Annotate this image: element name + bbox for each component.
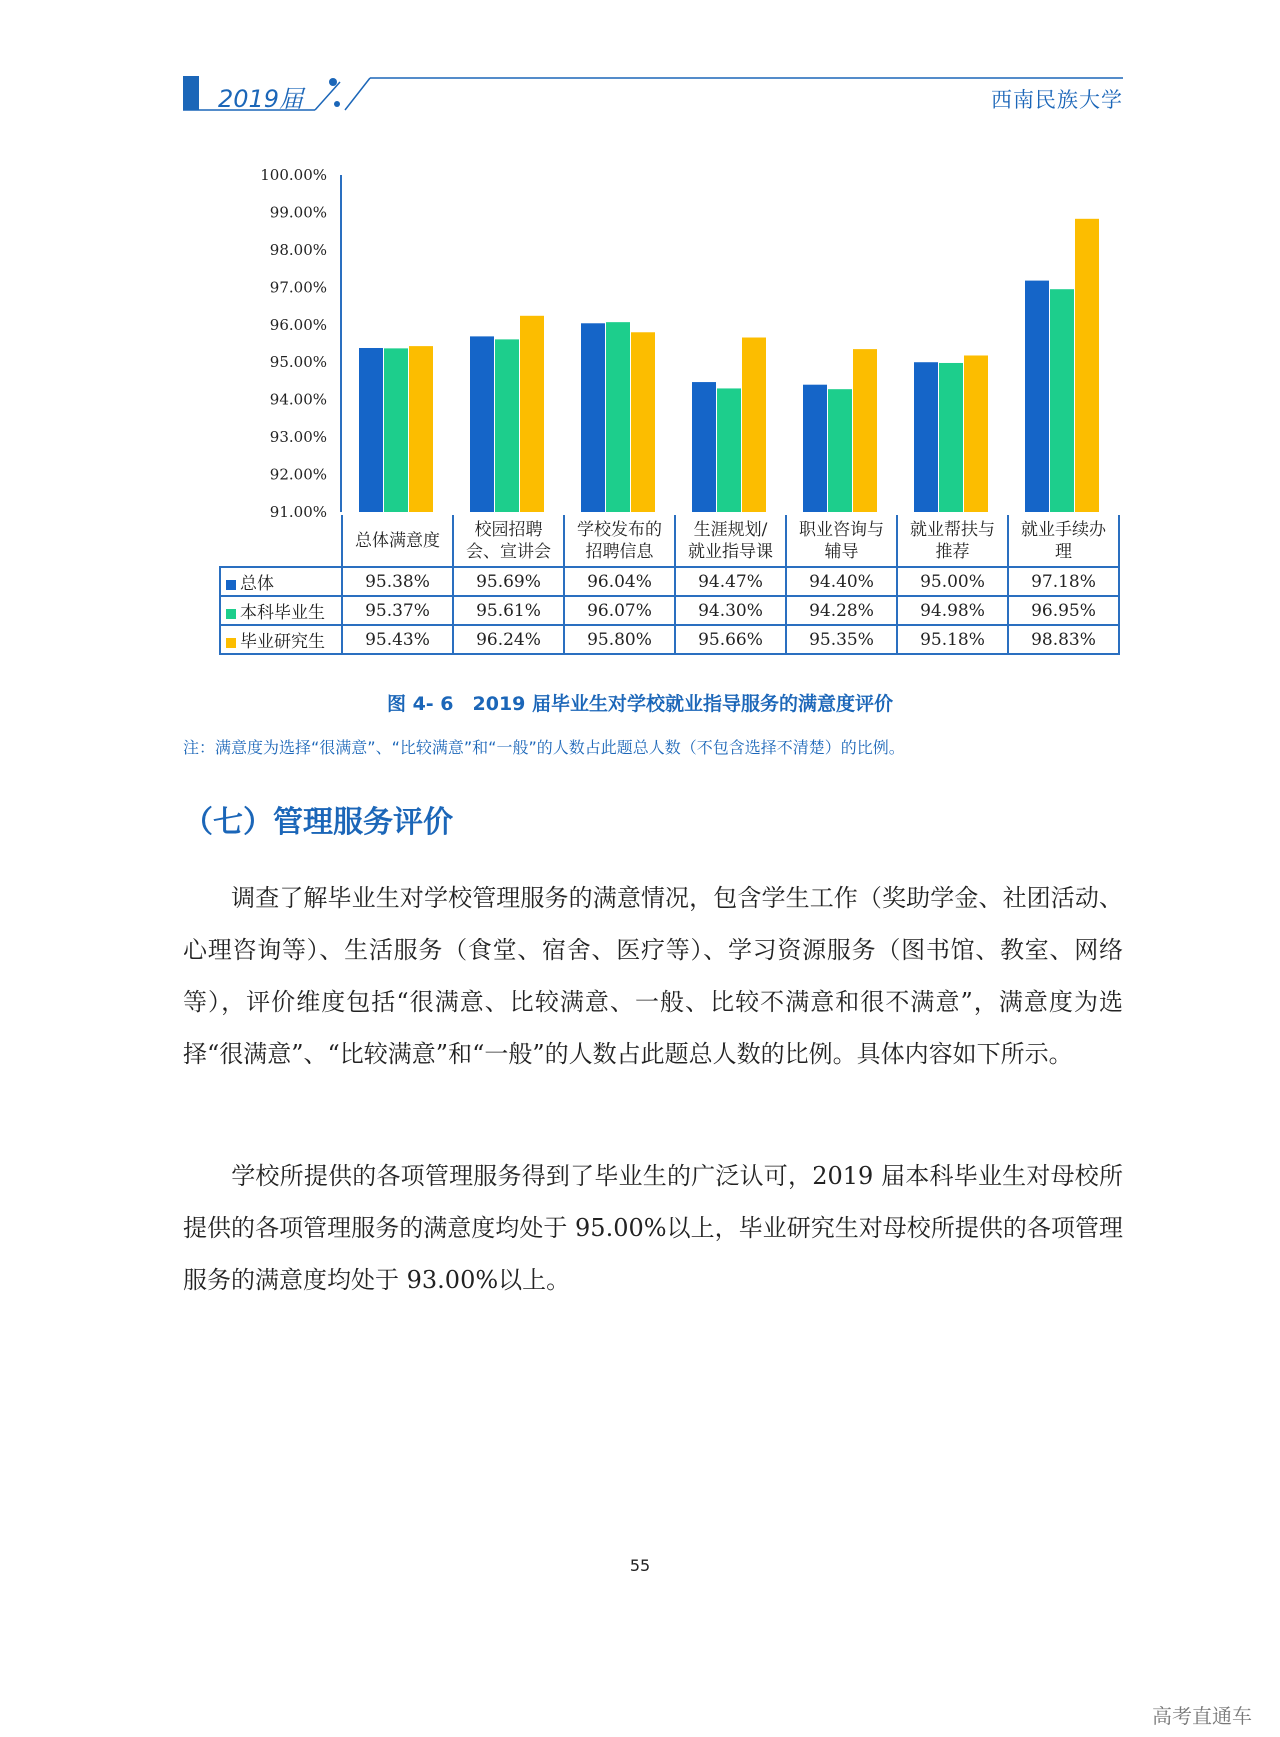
- y-tick-label: 93.00%: [269, 428, 327, 447]
- y-tick-label: 98.00%: [269, 240, 327, 259]
- bar-overall-1: [470, 336, 494, 512]
- category-label-line: 招聘信息: [585, 541, 654, 562]
- y-tick-label: 97.00%: [269, 278, 327, 297]
- category-label-line: 校园招聘: [474, 519, 543, 540]
- y-tick-label: 100.00%: [260, 166, 327, 184]
- data-label: 94.28%: [786, 596, 897, 625]
- bar-undergraduate-0: [384, 348, 408, 512]
- data-label: 95.69%: [453, 567, 564, 596]
- bar-undergraduate-3: [717, 388, 741, 512]
- category-label-line: 就业指导课: [688, 541, 773, 562]
- header-year: 2019届: [218, 85, 304, 113]
- category-header-row: [220, 515, 1119, 567]
- data-label: 95.66%: [675, 625, 786, 654]
- data-label: 95.18%: [897, 625, 1008, 654]
- data-label: 95.35%: [786, 625, 897, 654]
- category-label-line: 辅导: [824, 541, 859, 562]
- y-tick-label: 91.00%: [269, 503, 327, 520]
- bar-graduate-0: [409, 346, 433, 512]
- category-label-line: 推荐: [935, 541, 970, 562]
- bar-overall-2: [581, 323, 605, 512]
- data-label: 95.38%: [342, 567, 453, 596]
- bar-undergraduate-4: [828, 389, 852, 512]
- y-axis-tick-labels: [260, 166, 327, 520]
- legend-swatch: [226, 580, 236, 590]
- bar-graduate-1: [520, 316, 544, 512]
- bar-overall-0: [359, 348, 383, 512]
- bar-overall-6: [1025, 281, 1049, 512]
- legend-swatch: [226, 638, 236, 648]
- figure-note: 注：满意度为选择“很满意”、“比较满意”和“一般”的人数占此题总人数（不包含选择不清楚）的比例。: [183, 738, 905, 757]
- category-label: [897, 515, 1008, 567]
- bar-undergraduate-6: [1050, 289, 1074, 512]
- header-university: 西南民族大学: [991, 88, 1123, 112]
- series-row: [220, 596, 1119, 625]
- category-label-line: 学校发布的: [577, 519, 662, 540]
- paragraph-2: [183, 1150, 1123, 1306]
- bar-graduate-4: [853, 349, 877, 512]
- bar-graduate-6: [1075, 219, 1099, 512]
- data-label: 94.40%: [786, 567, 897, 596]
- series-legend: [220, 596, 342, 625]
- category-label-line: 会、宣讲会: [466, 541, 551, 562]
- legend-swatch: [226, 609, 236, 619]
- data-label: 95.37%: [342, 596, 453, 625]
- category-label: [675, 515, 786, 567]
- figure-caption: 图 4- 6 2019 届毕业生对学校就业指导服务的满意度评价: [386, 693, 894, 715]
- section-title: （七）管理服务评价: [183, 805, 453, 840]
- category-label-line: 职业咨询与: [799, 519, 884, 540]
- series-name: 总体: [240, 574, 274, 594]
- bar-overall-4: [803, 385, 827, 512]
- y-tick-label: 94.00%: [269, 390, 327, 409]
- bar-undergraduate-5: [939, 363, 963, 512]
- data-label: 96.24%: [453, 625, 564, 654]
- page-number: 55: [629, 1556, 651, 1575]
- bar-graduate-5: [964, 355, 988, 512]
- watermark: 高考直通车: [1152, 1704, 1252, 1728]
- category-label-line: 就业帮扶与: [910, 519, 995, 540]
- data-label: 94.98%: [897, 596, 1008, 625]
- y-tick-label: 95.00%: [269, 353, 327, 372]
- paragraph-2-text: 学校所提供的各项管理服务得到了毕业生的广泛认可，2019 届本科毕业生对母校所提供的各项管理服务的满意度均处于 95.00%以上，毕业研究生对母校所提供的各项管理服务的满意度均处于 93.00%以上。: [183, 1162, 1123, 1294]
- paragraph-1-text: 调查了解毕业生对学校管理服务的满意情况，包含学生工作（奖助学金、社团活动、心理咨询等）、生活服务（食堂、宿舍、医疗等）、学习资源服务（图书馆、教室、网络等），评价维度包括“很满意、比较满意、一般、比较不满意和很不满意”，满意度为选择“很满意”、“比较满意”和“一般”的人数占此题总人数的比例。具体内容如下所示。: [183, 884, 1123, 1068]
- data-label: 95.61%: [453, 596, 564, 625]
- category-label-line: 就业手续办: [1021, 519, 1106, 540]
- bar-overall-3: [692, 382, 716, 512]
- category-label: [1008, 515, 1119, 567]
- series-name: 本科毕业生: [240, 603, 325, 623]
- bar-graduate-3: [742, 338, 766, 512]
- bar-graduate-2: [631, 332, 655, 512]
- data-label: 96.07%: [564, 596, 675, 625]
- data-label: 94.30%: [675, 596, 786, 625]
- bar-overall-5: [914, 362, 938, 512]
- category-label: [342, 515, 453, 567]
- data-label: 97.18%: [1008, 567, 1119, 596]
- series-row: [220, 567, 1119, 596]
- category-label-line: 生涯规划/: [693, 519, 768, 540]
- y-tick-label: 92.00%: [269, 465, 327, 484]
- category-label-line: 总体满意度: [355, 530, 440, 551]
- data-label: 95.43%: [342, 625, 453, 654]
- category-label: [564, 515, 675, 567]
- series-legend: [220, 625, 342, 654]
- category-label: [453, 515, 564, 567]
- series-name: 毕业研究生: [240, 632, 325, 652]
- data-label: 95.00%: [897, 567, 1008, 596]
- table-corner: [220, 515, 342, 567]
- y-tick-label: 99.00%: [269, 203, 327, 222]
- category-label-line: 理: [1055, 541, 1072, 562]
- bar-chart: [0, 0, 1280, 520]
- series-legend: [220, 567, 342, 596]
- bar-undergraduate-2: [606, 322, 630, 512]
- data-label: 95.80%: [564, 625, 675, 654]
- paragraph-1: [183, 872, 1123, 1080]
- data-label: 96.04%: [564, 567, 675, 596]
- series-row: [220, 625, 1119, 654]
- bar-undergraduate-1: [495, 339, 519, 512]
- y-tick-label: 96.00%: [269, 315, 327, 334]
- data-label: 94.47%: [675, 567, 786, 596]
- bars: [359, 219, 1099, 512]
- category-label: [786, 515, 897, 567]
- chart-data-table: [219, 515, 1120, 655]
- data-label: 98.83%: [1008, 625, 1119, 654]
- data-label: 96.95%: [1008, 596, 1119, 625]
